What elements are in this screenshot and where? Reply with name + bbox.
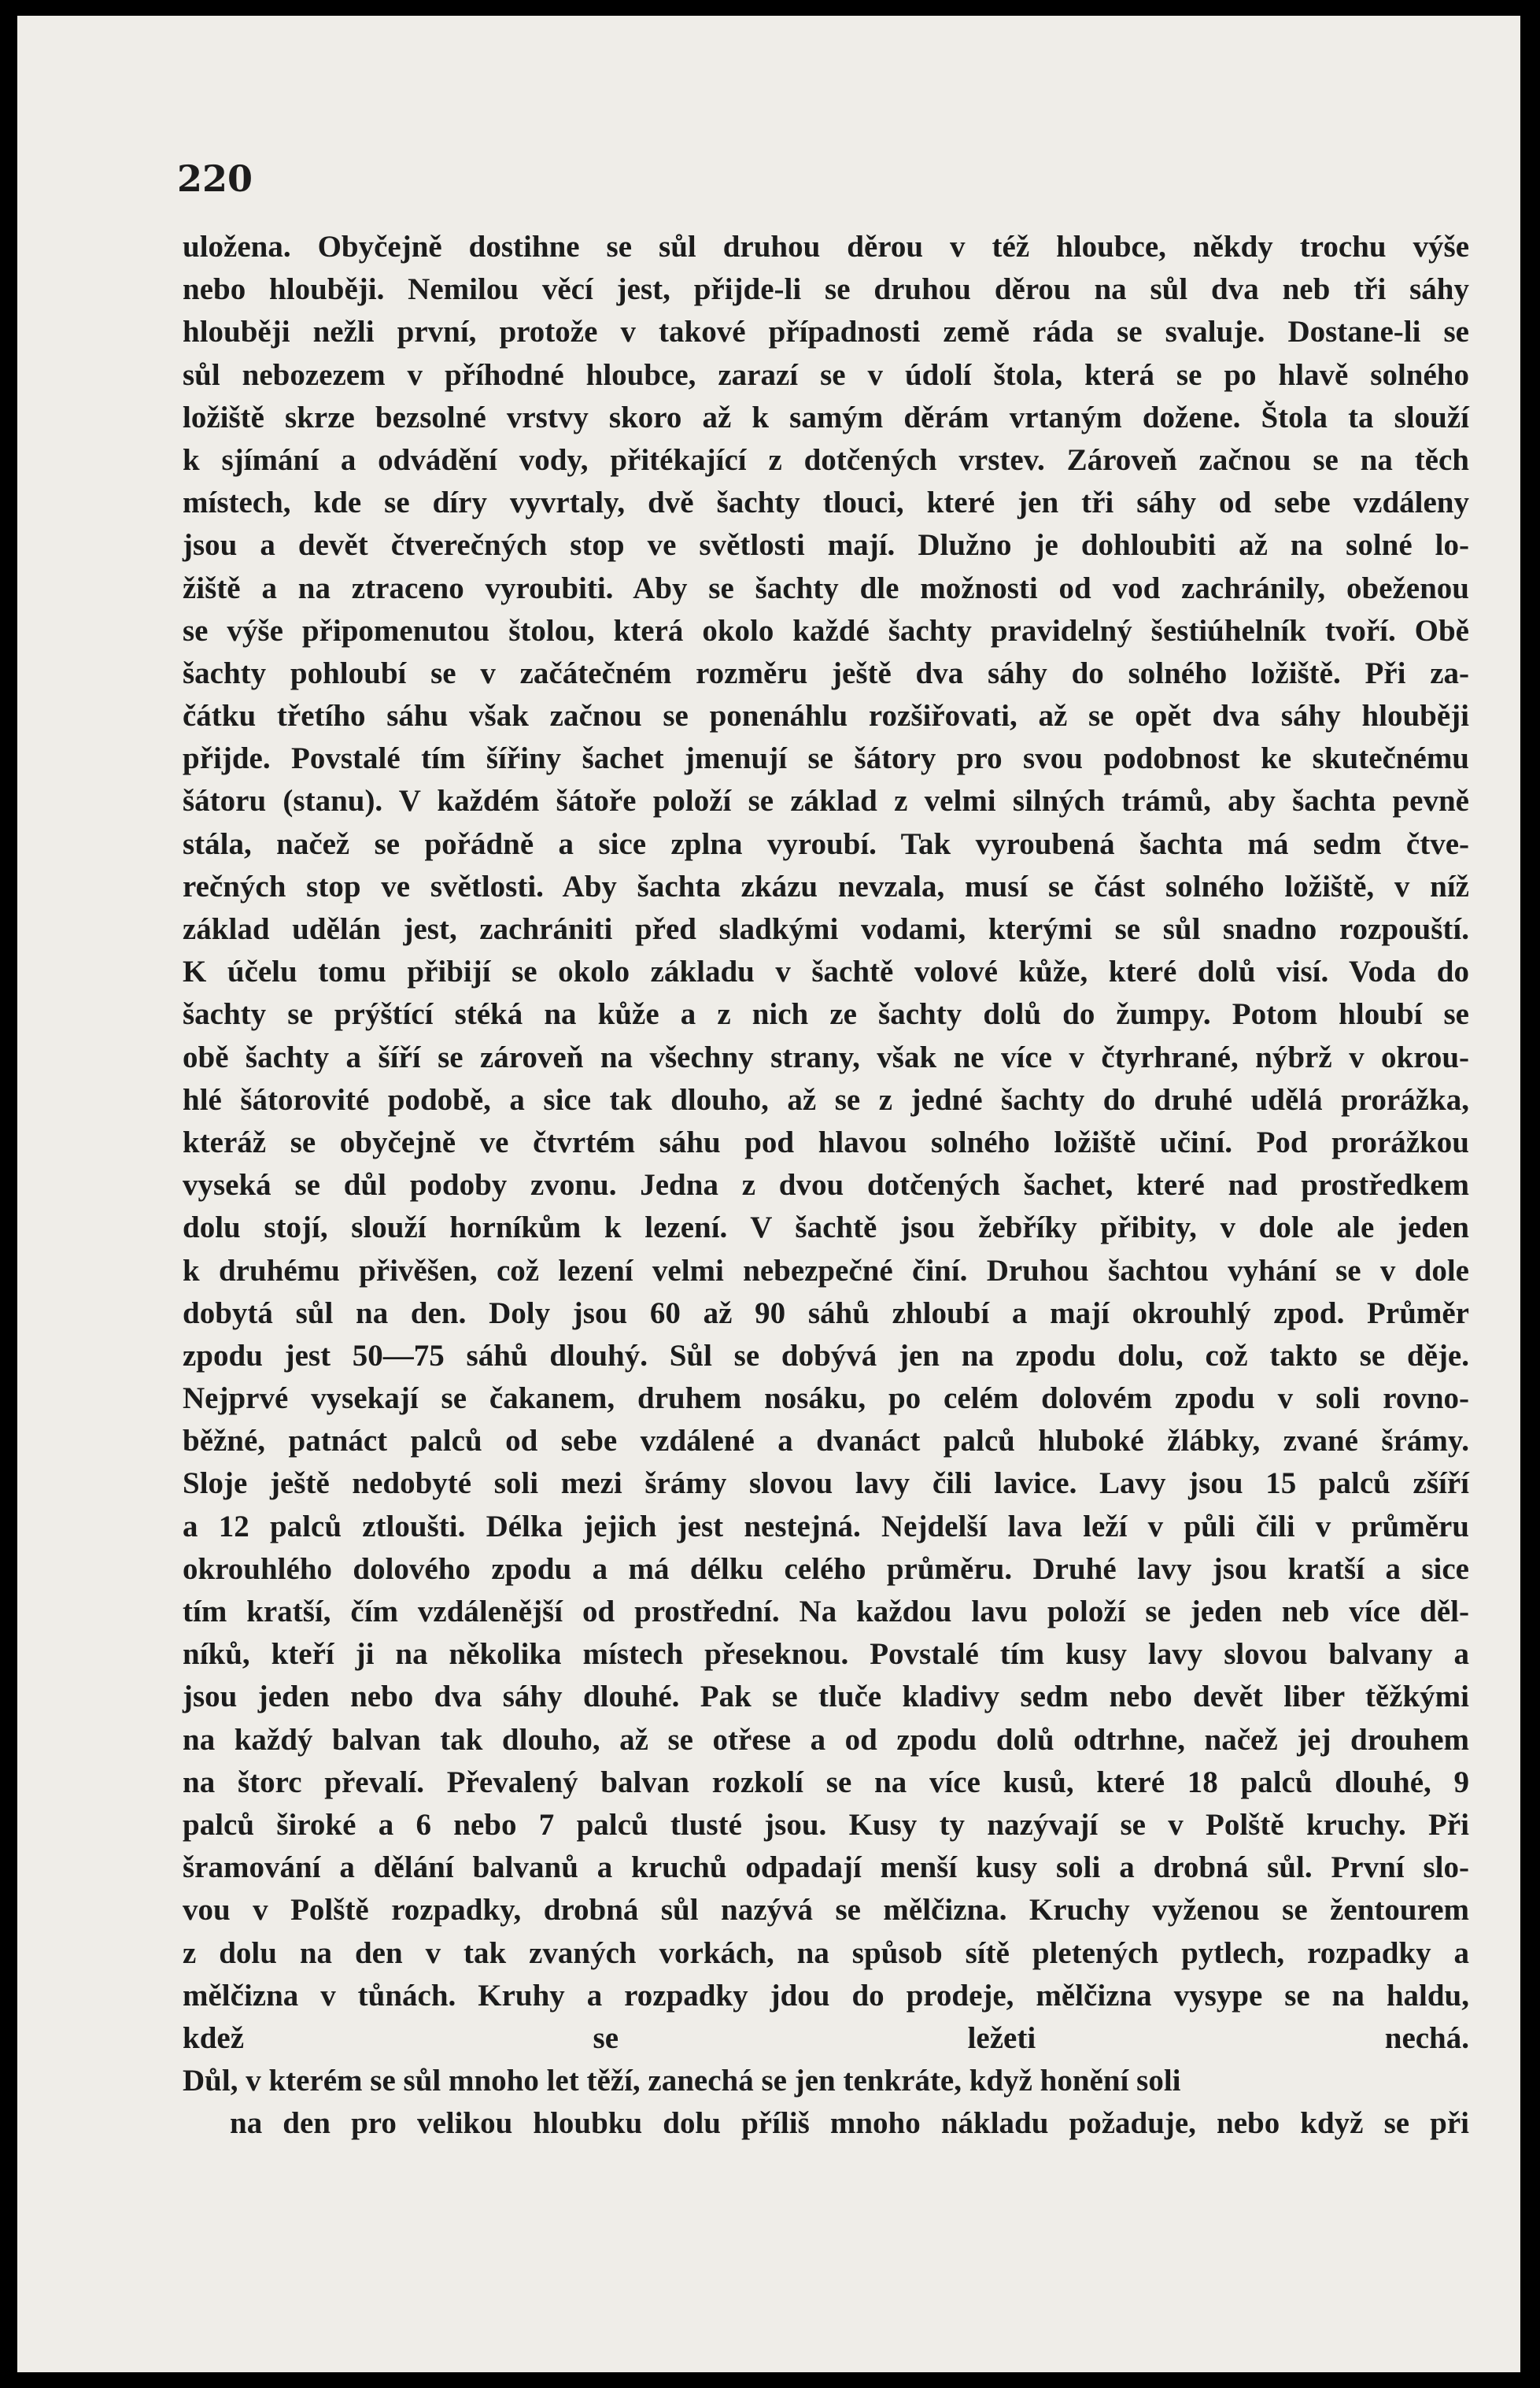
body-text: [183, 226, 1469, 2188]
text-line: vou v Polště rozpadky, drobná sůl nazývá se mělčizna. Kruchy vyženou se žentourem: [183, 1893, 1469, 1928]
text-line: k sjímání a odvádění vody, přitékající z dotčených vrstev. Zároveň začnou se na těch: [183, 442, 1469, 477]
text-line: šachty pohloubí se v začátečném rozměru ještě dva sáhy do solného ložiště. Při za-: [183, 656, 1469, 690]
text-line: nebo hlouběji. Nemilou věcí jest, přijde-li se druhou děrou na sůl dva neb tři sáhy: [183, 272, 1469, 307]
text-line: dolu stojí, slouží horníkům k lezení. V šachtě jsou žebříky přibity, v dole ale jeden: [183, 1211, 1469, 1245]
text-line: ložiště skrze bezsolné vrstvy skoro až k samým děrám vrtaným dožene. Štola ta slouží: [183, 400, 1469, 434]
text-line: žiště a na ztraceno vyroubiti. Aby se šachty dle možnosti od vod zachránily, obeženou: [183, 571, 1469, 605]
text-line: čátku třetího sáhu však začnou se ponenáhlu rozšiřovati, až se opět dva sáhy hlouběji: [183, 699, 1469, 734]
text-line: zpodu jest 50—75 sáhů dlouhý. Sůl se dobývá jen na zpodu dolu, což takto se děje.: [183, 1338, 1469, 1373]
text-line: sůl nebozezem v příhodné hloubce, zarazí se v údolí štola, která se po hlavě solného: [183, 357, 1469, 392]
text-line: na den pro velikou hloubku dolu příliš mnoho nákladu požaduje, nebo když se při: [230, 2106, 1469, 2141]
text-line: kdež se ležeti nechá.: [183, 2020, 1469, 2055]
text-line: uložena. Obyčejně dostihne se sůl druhou děrou v též hloubce, někdy trochu výše: [183, 230, 1469, 264]
book-page: [17, 16, 1520, 2372]
text-line: a 12 palců ztloušti. Délka jejich jest nestejná. Nejdelší lava leží v půli čili v průměru: [183, 1509, 1469, 1543]
text-line: Důl, v kterém se sůl mnoho let těží, zanechá se jen tenkráte, když honění soli: [183, 2064, 1181, 2098]
text-line: jsou a devět čtverečných stop ve světlosti mají. Dlužno je dohloubiti až na solné lo-: [183, 528, 1469, 563]
text-line: obě šachty a šíří se zároveň na všechny strany, však ne více v čtyrhrané, nýbrž v okrou-: [183, 1040, 1469, 1074]
text-line: šátoru (stanu). V každém šátoře položí se základ z velmi silných trámů, aby šachta pevně: [183, 784, 1469, 819]
text-line: šramování a dělání balvanů a kruchů odpadají menší kusy soli a drobná sůl. První slo-: [183, 1850, 1469, 1885]
page-number: 220: [177, 157, 253, 200]
text-line: běžné, patnáct palců od sebe vzdálené a dvanáct palců hluboké žlábky, zvané šrámy.: [183, 1424, 1469, 1458]
text-line: palců široké a 6 nebo 7 palců tlusté jsou. Kusy ty nazývají se v Polště kruchy. Při: [183, 1807, 1469, 1842]
text-line: [183, 2145, 1469, 2187]
text-line: hlouběji nežli první, protože v takové případnosti země ráda se svaluje. Dostane-li se: [183, 315, 1469, 349]
text-line: na štorc převalí. Převalený balvan rozkolí se na více kusů, které 18 palců dlouhé, 9: [183, 1765, 1469, 1799]
text-line: tím kratší, čím vzdálenější od prostřední. Na každou lavu položí se jeden neb více děl-: [183, 1595, 1469, 1628]
text-line: se výše připomenutou štolou, která okolo každé šachty pravidelný šestiúhelník tvoří. Obě: [183, 613, 1469, 648]
text-line: šachty se prýštící stéká na kůže a z nich ze šachty dolů do žumpy. Potom hloubí se: [183, 997, 1469, 1032]
text-line: na každý balvan tak dlouho, až se otřese a od zpodu dolů odtrhne, načež jej drouhem: [183, 1722, 1469, 1757]
text-line: přijde. Povstalé tím šířiny šachet jmenují se šátory pro svou podobnost ke skutečnému: [183, 741, 1469, 776]
text-line: základ udělán jest, zachrániti před sladkými vodami, kterými se sůl snadno rozpouští.: [183, 912, 1469, 946]
text-line: jsou jeden nebo dva sáhy dlouhé. Pak se tluče kladivy sedm nebo devět liber těžkými: [183, 1680, 1469, 1714]
text-line: okrouhlého dolového zpodu a má délku celého průměru. Druhé lavy jsou kratší a sice: [183, 1551, 1469, 1586]
text-line: rečných stop ve světlosti. Aby šachta zkázu nevzala, musí se část solného ložiště, v níž: [183, 869, 1469, 904]
text-line: hlé šátorovité podobě, a sice tak dlouho, až se z jedné šachty do druhé udělá prorážka,: [183, 1082, 1469, 1117]
text-line: Nejprvé vysekají se čakanem, druhem nosáku, po celém dolovém zpodu v soli rovno-: [183, 1381, 1469, 1416]
text-line: Sloje ještě nedobyté soli mezi šrámy slovou lavy čili lavice. Lavy jsou 15 palců zšíří: [183, 1466, 1469, 1501]
text-line: stála, načež se pořádně a sice zplna vyroubí. Tak vyroubená šachta má sedm čtve-: [183, 826, 1469, 861]
text-line: kteráž se obyčejně ve čtvrtém sáhu pod hlavou solného ložiště učiní. Pod prorážkou: [183, 1125, 1469, 1159]
text-line: níků, kteří ji na několika místech přeseknou. Povstalé tím kusy lavy slovou balvany a: [183, 1637, 1469, 1672]
text-line: dobytá sůl na den. Doly jsou 60 až 90 sáhů zhloubí a mají okrouhlý zpod. Průměr: [183, 1296, 1469, 1330]
text-line: K účelu tomu přibijí se okolo základu v šachtě volové kůže, které dolů visí. Voda do: [183, 955, 1469, 989]
text-line: k druhému přivěšen, což lezení velmi nebezpečné činí. Druhou šachtou vyhání se v dole: [183, 1253, 1469, 1288]
text-line: vyseká se důl podoby zvonu. Jedna z dvou dotčených šachet, které nad prostředkem: [183, 1168, 1469, 1203]
text-line: mělčizna v tůnách. Kruhy a rozpadky jdou do prodeje, mělčizna vysype se na haldu,: [183, 1978, 1469, 2013]
text-line: z dolu na den v tak zvaných vorkách, na spůsob sítě pletených pytlech, rozpadky a: [183, 1935, 1469, 1970]
text-line: místech, kde se díry vyvrtaly, dvě šachty tlouci, které jen tři sáhy od sebe vzdáleny: [183, 486, 1469, 520]
